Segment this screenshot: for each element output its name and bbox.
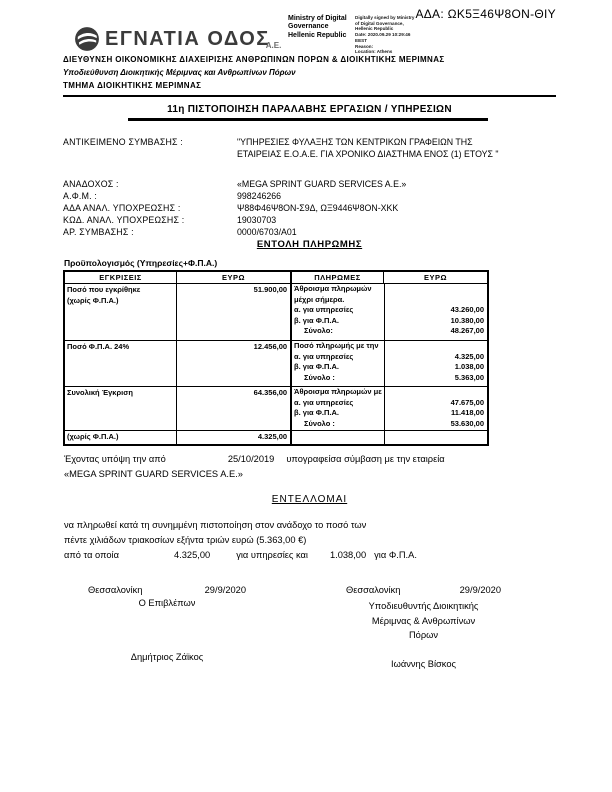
payment-line-amount: 47.675,00	[450, 397, 484, 407]
payments-cell	[291, 341, 488, 387]
payment-line-label: α. για υπηρεσίες	[294, 305, 354, 315]
company-name: ΕΓΝΑΤΙΑ ΟΔΟΣ	[105, 27, 270, 50]
signature-role: Υποδιευθυντής Διοικητικής Μέριμνας & Ανθρωπίνων Πόρων	[368, 601, 479, 640]
detail-row-contractor	[63, 178, 525, 190]
approval-amount-cell: 12.456,00	[177, 341, 292, 387]
ministry-name: Ministry of Digital Governance Hellenic Republic	[288, 15, 347, 39]
detail-value: 0000/6703/Α01	[237, 227, 297, 237]
ada-code: ΑΔΑ: ΩΚ5Ξ46Ψ8ΟΝ-ΘΙΥ	[415, 7, 556, 21]
order-body-line: να πληρωθεί κατά τη συνημμένη πιστοποίηση στον ανάδοχο το ποσό των	[64, 520, 367, 530]
payments-cell-empty	[291, 431, 488, 446]
payment-line-amount: 43.260,00	[450, 305, 484, 315]
table-row-approved-amount	[64, 284, 488, 341]
subdivision-line: Υποδιεύθυνση Διοικητικής Μέριμνας και Ανθρωπίνων Πόρων	[63, 68, 296, 77]
approval-label-cell: Ποσό Φ.Π.Α. 24%	[64, 341, 177, 387]
table-header-row	[64, 271, 488, 284]
approval-label-cell: Συνολική Έγκριση	[64, 387, 177, 431]
egnatia-odos-swoosh-icon	[74, 26, 100, 52]
detail-label: Α.Φ.Μ. :	[63, 191, 98, 201]
detail-label: ΑΝΑΔΟΧΟΣ :	[63, 179, 119, 189]
amount-breakdown	[64, 550, 417, 560]
payment-line-label: β. για Φ.Π.Α.	[294, 315, 339, 325]
approvals-payments-table	[63, 270, 489, 446]
breakdown-prefix: από τα οποία	[64, 550, 119, 560]
payments-cell	[291, 387, 488, 431]
detail-row-object	[63, 136, 525, 160]
signature-city: Θεσσαλονίκη	[88, 585, 143, 595]
department-line: ΔΙΕΥΘΥΝΣΗ ΟΙΚΟΝΟΜΙΚΗΣ ΔΙΑΧΕΙΡΙΣΗΣ ΑΝΘΡΩΠΙΝΩΝ ΠΟΡΩΝ & ΔΙΟΙΚΗΤΙΚΗΣ ΜΕΡΙΜΝΑΣ	[63, 55, 445, 64]
signature-date: 29/9/2020	[204, 585, 246, 595]
payment-line-amount	[384, 284, 487, 295]
payment-line-label: Ποσό πληρωμής με την	[294, 341, 379, 350]
payment-line-label: Άθροισμα πληρωμών	[294, 284, 372, 293]
vat-amount: 1.038,00	[329, 550, 367, 560]
payment-line-label: β. για Φ.Π.Α.	[294, 362, 339, 372]
approval-amount-cell: 64.356,00	[177, 387, 292, 431]
payment-total-amount: 5.363,00	[454, 372, 484, 382]
payment-line-amount	[384, 387, 487, 398]
column-header-euro-1: ΕΥΡΩ	[177, 271, 292, 284]
payment-total-label: Σύνολο :	[304, 372, 335, 382]
payment-line-amount: 11.418,00	[451, 408, 484, 418]
cell-divider	[384, 341, 385, 386]
contract-details	[63, 136, 525, 238]
order-heading: ΕΝΤΕΛΛΟΜΑΙ	[271, 494, 348, 505]
approval-amount-cell: 51.900,00	[177, 284, 292, 341]
services-amount: 4.325,00	[173, 550, 211, 560]
detail-row-ada-commitment	[63, 202, 525, 214]
approval-amount-cell: 4.325,00	[177, 431, 292, 446]
company-name-suffix: Α.Ε.	[265, 40, 282, 50]
order-body	[64, 518, 366, 547]
detail-label: ΑΡ. ΣΥΜΒΑΣΗΣ :	[63, 227, 134, 237]
detail-row-contract-number	[63, 226, 525, 238]
approval-label-cell: (χωρίς Φ.Π.Α.)	[64, 431, 177, 446]
detail-value: Ψ88Φ46Ψ8ΟΝ-Σ9Δ, ΩΞ9446Ψ8ΟΝ-ΧΚΚ	[237, 203, 399, 213]
digital-signature-stamp	[288, 15, 439, 55]
cell-divider	[384, 387, 385, 430]
signature-block-deputy-director	[346, 585, 501, 669]
payment-line-amount: 1.038,00	[454, 362, 484, 372]
approval-label-cell: Ποσό που εγκρίθηκε (χωρίς Φ.Π.Α.)	[64, 284, 177, 341]
payment-order-heading: ΕΝΤΟΛΗ ΠΛΗΡΩΜΗΣ	[256, 239, 363, 250]
payments-cell	[291, 284, 488, 341]
cell-divider	[384, 284, 385, 340]
table-row-vat-amount	[64, 341, 488, 387]
column-header-approvals: ΕΓΚΡΙΣΕΙΣ	[64, 271, 177, 284]
spacer	[63, 160, 525, 178]
detail-value: 19030703	[237, 215, 277, 225]
header-divider	[63, 95, 556, 97]
payment-line-amount: 4.325,00	[454, 351, 484, 361]
signature-block-supervisor	[88, 585, 246, 662]
signature-date: 29/9/2020	[459, 585, 501, 595]
signature-city: Θεσσαλονίκη	[346, 585, 401, 595]
services-label: για υπηρεσίες και	[236, 550, 308, 560]
detail-value: 998246266	[237, 191, 282, 201]
column-header-payments: ΠΛΗΡΩΜΕΣ	[291, 271, 383, 284]
table-row-total-approval	[64, 387, 488, 431]
payment-line-amount	[384, 295, 487, 306]
payment-line-label: α. για υπηρεσίες	[294, 397, 354, 407]
payment-line-amount	[384, 341, 487, 352]
digital-signature-text: Digitally signed by Ministry of Digital Governance, Hellenic Republic Date: 2020.09.29 10:29:46 EEST Reason: Location: Athens	[355, 15, 415, 55]
letterhead-department-block	[63, 55, 563, 90]
detail-label: ΚΩΔ. ΑΝΑΛ. ΥΠΟΧΡΕΩΣΗΣ :	[63, 215, 185, 225]
detail-value: "ΥΠΗΡΕΣΙΕΣ ΦΥΛΑΞΗΣ ΤΩΝ ΚΕΝΤΡΙΚΩΝ ΓΡΑΦΕΙΩΝ ΤΗΣ ΕΤΑΙΡΕΙΑΣ Ε.Ο.Α.Ε. ΓΙΑ ΧΡΟΝΙΚΟ ΔΙΑΣΤΗΜΑ ΕΝΟΣ (1) ΕΤΟΥΣ "	[237, 137, 499, 159]
detail-row-commitment-code	[63, 214, 525, 226]
detail-row-vat-number	[63, 190, 525, 202]
order-body-line: πέντε χιλιάδων τριακοσίων εξήντα τριών ευρώ (5.363,00 €)	[64, 534, 307, 545]
detail-value: «MEGA SPRINT GUARD SERVICES A.E.»	[237, 179, 407, 189]
payment-total-amount: 53.630,00	[450, 418, 484, 428]
detail-label: ΑΔΑ ΑΝΑΛ. ΥΠΟΧΡΕΩΣΗΣ :	[63, 203, 181, 213]
cell-divider	[384, 431, 385, 444]
contract-company: «MEGA SPRINT GUARD SERVICES A.E.»	[64, 469, 243, 479]
company-logo	[74, 26, 281, 52]
payment-line-amount: 10.380,00	[450, 315, 484, 325]
payment-line-label: β. για Φ.Π.Α.	[294, 408, 339, 418]
payment-total-label: Σύνολο :	[304, 418, 335, 428]
vat-label: για Φ.Π.Α.	[374, 550, 417, 560]
section-line: ΤΜΗΜΑ ΔΙΟΙΚΗΤΙΚΗΣ ΜΕΡΙΜΝΑΣ	[63, 81, 202, 90]
contract-reference-line: Έχοντας υπόψη την από 25/10/2019 υπογραφείσα σύμβαση με την εταιρεία	[64, 454, 445, 464]
title-underline	[128, 118, 488, 121]
column-header-euro-2: ΕΥΡΩ	[383, 271, 488, 284]
contract-date: 25/10/2019	[227, 454, 275, 464]
page-title: 11η ΠΙΣΤΟΠΟΙΗΣΗ ΠΑΡΑΛΑΒΗΣ ΕΡΓΑΣΙΩΝ / ΥΠΗΡΕΣΙΩΝ	[167, 104, 452, 115]
signature-name: Δημήτριος Ζάϊκος	[130, 652, 204, 662]
signature-role: Ο Επιβλέπων	[138, 598, 196, 608]
detail-label: ΑΝΤΙΚΕΙΜΕΝΟ ΣΥΜΒΑΣΗΣ :	[63, 137, 183, 147]
contract-reference	[64, 452, 445, 482]
payment-total-amount: 48.267,00	[450, 326, 484, 336]
budget-label: Προϋπολογισμός (Υπηρεσίες+Φ.Π.Α.)	[64, 258, 218, 268]
signature-name: Ιωάννης Βίσκος	[391, 658, 456, 669]
payment-total-label: Σύνολο:	[304, 326, 333, 336]
table-row-current-net	[64, 431, 488, 446]
payment-line-label: Άθροισμα πληρωμών με	[294, 387, 382, 396]
payment-line-label: μέχρι σήμερα.	[294, 294, 345, 304]
payment-line-label: α. για υπηρεσίες	[294, 351, 354, 361]
